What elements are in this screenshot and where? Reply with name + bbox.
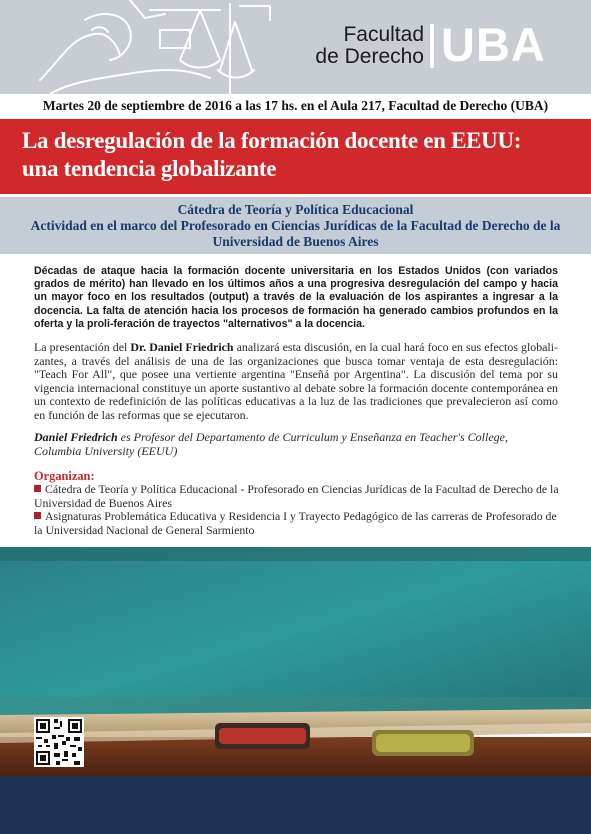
bio-name: Daniel Friedrich [34,429,118,444]
facultad-line1: Facultad [343,23,424,46]
main-content [34,265,558,458]
facultad-de-derecho-label [296,24,424,68]
organizer-item [34,483,564,510]
header-banner [0,0,591,94]
facultad-line2: de Derecho [315,45,424,68]
eraser-green [372,730,474,756]
organizer-item-text: Asignaturas Problemática Educativa y Residencia I y Trayecto Pedagógico de las carreras de Profesorado de la Universidad Nacional de General Sarmiento [34,509,557,537]
chalkboard-photo [0,547,591,776]
presentation-paragraph [34,341,558,423]
title-banner [0,119,591,194]
title-line2: una tendencia globalizante [22,156,277,181]
subtitle-line3: Universidad de Buenos Aires [212,234,379,249]
presentation-before: La presentación del [34,340,131,355]
logo-separator [430,24,434,68]
organizer-item [34,510,564,537]
speaker-bio [34,430,558,458]
subtitle-line2: Actividad en el marco del Profesorado en Ciencias Jurídicas de la Facultad de Derecho de la [30,218,561,233]
organizers-heading: Organizan: [34,469,95,483]
speaker-name: Dr. Daniel Friedrich [130,340,234,355]
event-date: Martes 20 de septiembre de 2016 a las 17 hs. en el Aula 217, Facultad de Derecho (UBA) [42,98,549,113]
footer-bar [0,776,591,834]
organizer-item-text: Cátedra de Teoría y Política Educacional - Profesorado en Ciencias Jurídicas de la Facultad de Derecho de la Universidad de Buenos Aires [34,482,559,510]
title-line1: La desregulación de la formación docente en EEUU: [22,128,522,153]
presentation-after: analizará esta discusión, en la cual hará foco en sus efectos globali-zantes, a través del análisis de una de las organizaciones que busca tomar ventaja de esta desregulación: "Teach For All", que posee una vertiente argentina "Enseñá por Argentina". La discusión del tema por su vigencia internacional constituye un aporte sustantivo al debate sobre la formación docente contemporánea en un contexto de redefinición de las políticas educativas a la luz de las tradiciones que prevalecieron así como en función de las reformas que se ejecutaron. [34,340,558,422]
justice-figure-illustration [30,0,280,94]
subtitle-line1: Cátedra de Teoría y Política Educacional [177,202,414,217]
uba-logo: UBA [441,18,546,71]
event-title [22,127,569,183]
organizers-section [34,469,564,537]
abstract-paragraph: Décadas de ataque hacia la formación docente universitaria en los Estados Unidos (con variados grados de mérito) han llevado en los últimos años a una progresiva desregulación del campo y hacia un mayor foco en los resultados (output) a través de la evaluación de los aspirantes a ingresar a la docencia. La falta de atención hacia los procesos de formación ha generado cambios profundos en la oferta y la proli-feración de trayectos "alternativos" a la docencia. [34,265,558,330]
bullet-square-icon [34,485,41,492]
qr-code[interactable] [34,717,84,767]
bio-text: es Profesor del Departamento de Curriculum y Enseñanza en Teacher's College, Columbia University (EEUU) [34,429,508,458]
eraser-red [215,723,310,749]
bullet-square-icon [34,512,41,519]
subtitle-banner [0,197,591,254]
